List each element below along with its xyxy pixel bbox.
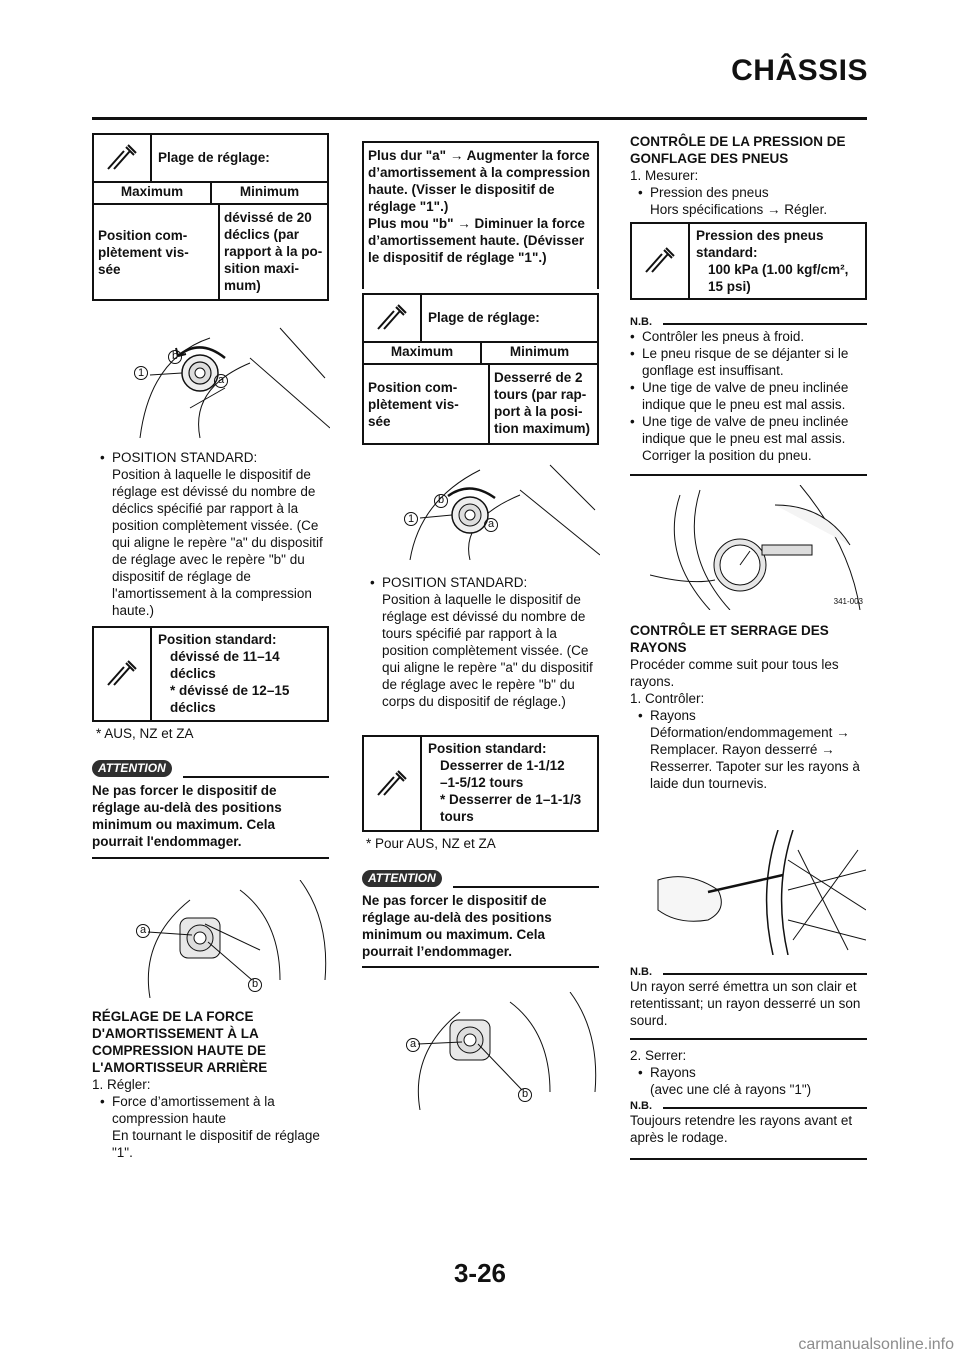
range-table bbox=[92, 133, 329, 301]
std-table-2 bbox=[362, 735, 599, 832]
nb3-rule-bottom bbox=[630, 1158, 867, 1160]
std-line2: –1-5/12 tours bbox=[440, 775, 524, 790]
pressure-step1: 1. Mesurer: bbox=[630, 168, 699, 183]
max-value: Position com- plètement vis- sée bbox=[94, 205, 220, 301]
callout-b: b bbox=[168, 350, 182, 364]
attention-text: Ne pas forcer le dispositif de réglage au-delà des positions minimum ou maximum. Cela pourrait l'endommager. bbox=[92, 783, 282, 849]
step1-bullet: • Force d’amortissement à la compression haute bbox=[100, 1093, 324, 1127]
spokes-bullet: • Rayons bbox=[638, 707, 866, 724]
soft-text: Plus mou "b" → Diminuer la force d’amortissement haute. (Dévisser le dispositif de réglage "1".) bbox=[368, 216, 585, 265]
step2-text: (avec une clé à rayons "1") bbox=[650, 1082, 812, 1097]
range-title: Plage de réglage: bbox=[428, 310, 540, 325]
nb-item-4: • Une tige de valve de pneu inclinée indique que le pneu est mal assis. Corriger la position du pneu. bbox=[630, 413, 866, 464]
pressure-bullet: • Pression des pneus bbox=[638, 184, 866, 201]
callout-a: a bbox=[406, 1038, 420, 1052]
step1: 1. Régler: bbox=[92, 1077, 151, 1092]
adjuster-illustration bbox=[130, 318, 330, 443]
footnote: * AUS, NZ et ZA bbox=[96, 726, 194, 741]
wrench-icon bbox=[632, 224, 690, 298]
attention-text-2: Ne pas forcer le dispositif de réglage au-delà des positions minimum ou maximum. Cela pourrait l’endommager. bbox=[362, 893, 552, 959]
spoke-check-illustration bbox=[648, 830, 866, 955]
tighten-step bbox=[630, 1047, 866, 1098]
nb-rule-bottom bbox=[630, 474, 867, 476]
callout-b: b bbox=[518, 1088, 532, 1102]
pressure-table-title: Pression des pneus standard: bbox=[696, 228, 824, 260]
callout-a: a bbox=[214, 374, 228, 388]
tire-gauge-illustration bbox=[650, 485, 865, 610]
nb-rule-top bbox=[663, 323, 867, 325]
nb3-label: N.B. bbox=[630, 1100, 652, 1112]
adjuster-marks-illustration-2 bbox=[400, 992, 600, 1110]
std-line1: dévissé de 11–14 bbox=[170, 649, 280, 664]
spokes-intro: Procéder comme suit pour tous les rayons. bbox=[630, 657, 839, 689]
min-value: Desserré de 2 tours (par rap- port à la posi- tion maximum) bbox=[494, 370, 591, 436]
nb2-rule-top bbox=[663, 973, 867, 975]
callout-b: b bbox=[248, 978, 262, 992]
spokes-text: Déformation/endommagement → Remplacer. Rayon desserré → Resserrer. Tapoter sur les rayons à laide dun tournevis. bbox=[650, 725, 860, 791]
nb-item-1: • Contrôler les pneus à froid. bbox=[630, 328, 866, 345]
step2: 2. Serrer: bbox=[630, 1048, 687, 1063]
std-title: Position standard: bbox=[428, 741, 547, 756]
attention-rule-top bbox=[183, 776, 329, 778]
adjuster-illustration-2 bbox=[400, 460, 600, 560]
step1-text: En tournant le dispositif de réglage "1". bbox=[112, 1128, 320, 1160]
section-title: RÉGLAGE DE LA FORCE D'AMORTISSEMENT À LA COMPRESSION HAUTE DE L'AMORTISSEUR ARRIÈRE bbox=[92, 1009, 268, 1075]
max-label: Maximum bbox=[364, 343, 482, 363]
min-label: Minimum bbox=[509, 344, 570, 359]
spokes-section bbox=[630, 622, 866, 792]
std-line2: déclics bbox=[170, 666, 216, 681]
hard-text: Plus dur "a" → Augmenter la force d’amortissement à la compression haute. (Visser le dispositif de réglage "1".) bbox=[368, 148, 591, 214]
min-value: dévissé de 20 déclics (par rapport à la po- sition maxi- mum) bbox=[224, 210, 323, 293]
pressure-value: 100 kPa (1.00 kgf/cm², 15 psi) bbox=[708, 262, 849, 294]
std-line4: tours bbox=[440, 809, 474, 824]
footer-watermark: carmanualsonline.info bbox=[798, 1336, 954, 1353]
nb-item-2: • Le pneu risque de se déjanter si le gonflage est insuffisant. bbox=[630, 345, 866, 379]
std-line3: * dévissé de 12–15 bbox=[170, 683, 290, 698]
figure-code: 341-003 bbox=[833, 597, 863, 606]
std-position-block bbox=[100, 449, 332, 619]
attention-rule-bottom bbox=[92, 857, 329, 859]
std-title: Position standard: bbox=[158, 632, 277, 647]
pressure-title: CONTRÔLE DE LA PRESSION DE GONFLAGE DES PNEUS bbox=[630, 134, 846, 166]
std-text: Position à laquelle le dispositif de réglage est dévissé du nombre de déclics spécifié par rapport à la position complètement vissée. (Ce qui aligne le repère "a" du dispositif de réglage avec le repère "b" du dispositif de réglage de l'amortissement à la compression haute.) bbox=[112, 467, 323, 618]
callout-1: 1 bbox=[134, 366, 148, 380]
nb3-rule-top bbox=[663, 1107, 867, 1109]
compression-section bbox=[92, 1008, 324, 1161]
std-position-block-2 bbox=[370, 574, 602, 710]
std-heading: • POSITION STANDARD: bbox=[100, 449, 332, 466]
spokes-step1: 1. Contrôler: bbox=[630, 691, 705, 706]
attention-rule-top bbox=[453, 886, 599, 888]
step2-bullet: • Rayons bbox=[638, 1064, 866, 1081]
wrench-icon bbox=[94, 628, 152, 720]
nb-list bbox=[630, 328, 866, 464]
nb2-label: N.B. bbox=[630, 966, 652, 978]
nb2-text: Un rayon serré émettra un son clair et retentissant; un rayon desserré un son sourd. bbox=[630, 979, 861, 1028]
nb-label: N.B. bbox=[630, 316, 652, 328]
std-table bbox=[92, 626, 329, 722]
range-table-2 bbox=[362, 293, 599, 445]
callout-a: a bbox=[136, 924, 150, 938]
spokes-title: CONTRÔLE ET SERRAGE DES RAYONS bbox=[630, 623, 829, 655]
std-line3: * Desserrer de 1–1-1/3 bbox=[440, 792, 582, 807]
attention-rule-bottom bbox=[362, 966, 599, 968]
attention-badge-2: ATTENTION bbox=[362, 870, 442, 887]
wrench-icon bbox=[364, 295, 422, 341]
std-heading: • POSITION STANDARD: bbox=[370, 574, 602, 591]
min-label: Minimum bbox=[239, 184, 300, 199]
header-rule bbox=[92, 117, 867, 120]
footnote-2: * Pour AUS, NZ et ZA bbox=[366, 836, 496, 851]
pressure-table bbox=[630, 222, 867, 300]
pressure-section bbox=[630, 133, 866, 218]
adjuster-marks-illustration bbox=[130, 880, 330, 998]
page-number: 3-26 bbox=[453, 1258, 507, 1288]
range-title: Plage de réglage: bbox=[158, 150, 270, 165]
std-line4: déclics bbox=[170, 700, 216, 715]
callout-b: b bbox=[434, 494, 448, 508]
max-label: Maximum bbox=[94, 183, 212, 203]
wrench-icon bbox=[364, 737, 422, 830]
max-value: Position com- plètement vis- sée bbox=[364, 365, 490, 445]
attention-badge: ATTENTION bbox=[92, 760, 172, 777]
callout-1: 1 bbox=[404, 512, 418, 526]
std-line1: Desserrer de 1-1/12 bbox=[440, 758, 565, 773]
wrench-icon bbox=[94, 135, 152, 181]
std-text: Position à laquelle le dispositif de réglage est dévissé du nombre de tours spécifié par rapport à la position complètement vissée. (Ce qui aligne le repère "a" du dispositif de réglage avec le repère "b" du corps du dispositif de réglage.) bbox=[382, 592, 593, 709]
callout-a: a bbox=[484, 518, 498, 532]
page-title: CHÂSSIS bbox=[731, 54, 868, 87]
pressure-bullet-text: Hors spécifications → Régler. bbox=[650, 202, 828, 217]
nb-item-3: • Une tige de valve de pneu inclinée indique que le pneu est mal assis. bbox=[630, 379, 866, 413]
nb3-text: Toujours retendre les rayons avant et après le rodage. bbox=[630, 1113, 853, 1145]
hard-soft-table bbox=[362, 141, 599, 289]
nb2-rule-bottom bbox=[630, 1038, 867, 1040]
